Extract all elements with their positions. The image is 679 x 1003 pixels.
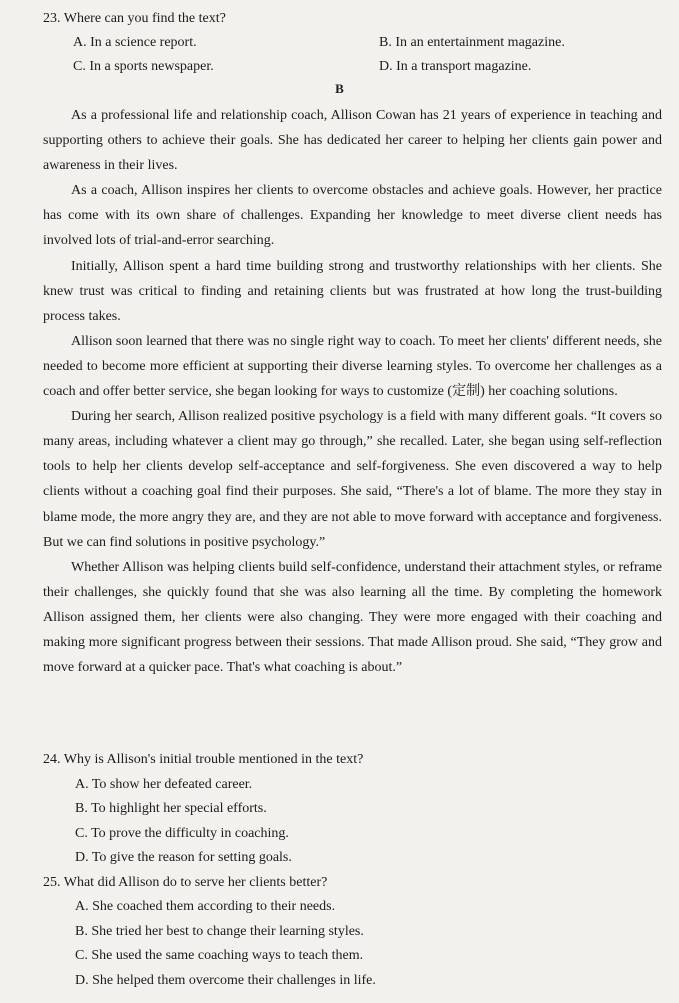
questions-block (43, 748, 663, 993)
question-25-stem: 25. What did Allison do to serve her clients better? (43, 874, 328, 890)
question-23-options-row-1 (43, 31, 663, 55)
question-24-option-c[interactable]: C. To prove the difficulty in coaching. (75, 825, 289, 841)
question-23-options-row-2 (43, 55, 663, 79)
question-23-option-c[interactable]: C. In a sports newspaper. (73, 59, 214, 74)
question-25-option-d[interactable]: D. She helped them overcome their challenges in life. (75, 972, 376, 988)
passage-paragraph: Initially, Allison spent a hard time building strong and trustworthy relationships with her clients. She knew trust was critical to finding and retaining clients but was frustrated at how long the trust-building process takes. (43, 258, 662, 324)
question-24-option-d[interactable]: D. To give the reason for setting goals. (75, 850, 292, 865)
question-23-option-b[interactable]: B. In an entertainment magazine. (379, 35, 565, 50)
passage-paragraph: During her search, Allison realized positive psychology is a field with many different goals. “It covers so many areas, including whatever a client may go through,” she recalled. Later, she began using self-reflection tools to help her clients develop self-acceptance and self-forgiveness. She even discovered a way to help clients without a coaching goal find their purposes. She said, “There's a lot of blame. The more they stay in blame mode, the more angry they are, and they are not able to move forward with acceptance and forgiveness. But we can find solutions in positive psychology.” (43, 409, 662, 550)
section-label: B (335, 81, 344, 96)
passage-paragraph: Allison soon learned that there was no single right way to coach. To meet her clients' different needs, she needed to become more efficient at supporting their diverse learning styles. To overcome her challenges as a coach and offer better service, she began looking for ways to customize (定制) her coaching solutions. (43, 333, 662, 400)
question-24-option-a[interactable]: A. To show her defeated career. (75, 776, 253, 792)
question-24-stem: 24. Why is Allison's initial trouble mentioned in the text? (43, 752, 364, 767)
question-23-stem: 23. Where can you find the text? (43, 11, 226, 26)
question-25-option-c[interactable]: C. She used the same coaching ways to teach them. (75, 948, 364, 963)
question-25-option-b[interactable]: B. She tried her best to change their learning styles. (75, 923, 364, 939)
reading-passage (43, 103, 662, 680)
question-23-option-d[interactable]: D. In a transport magazine. (379, 59, 532, 74)
question-25-option-a[interactable]: A. She coached them according to their needs. (75, 899, 336, 914)
question-24-option-b[interactable]: B. To highlight her special efforts. (75, 801, 267, 816)
question-23-option-a[interactable]: A. In a science report. (73, 35, 197, 50)
passage-paragraph: As a professional life and relationship coach, Allison Cowan has 21 years of experience in teaching and supporting others to achieve their goals. She has dedicated her career to helping her clients gain power and awareness in their lives. (43, 108, 662, 174)
passage-paragraph: Whether Allison was helping clients build self-confidence, understand their attachment styles, or reframe their challenges, she quickly found that she was also learning all the time. By completing the homework Allison assigned them, her clients were also changing. They were more engaged with their coaching and making more significant progress between their sessions. That made Allison proud. She said, “They grow and move forward at a quicker pace. That's what coaching is about.” (43, 559, 662, 676)
question-23 (43, 7, 663, 79)
passage-paragraph: As a coach, Allison inspires her clients to overcome obstacles and achieve goals. However, her practice has come with its own share of challenges. Expanding her knowledge to meet diverse client needs has involved lots of trial-and-error searching. (43, 183, 662, 249)
